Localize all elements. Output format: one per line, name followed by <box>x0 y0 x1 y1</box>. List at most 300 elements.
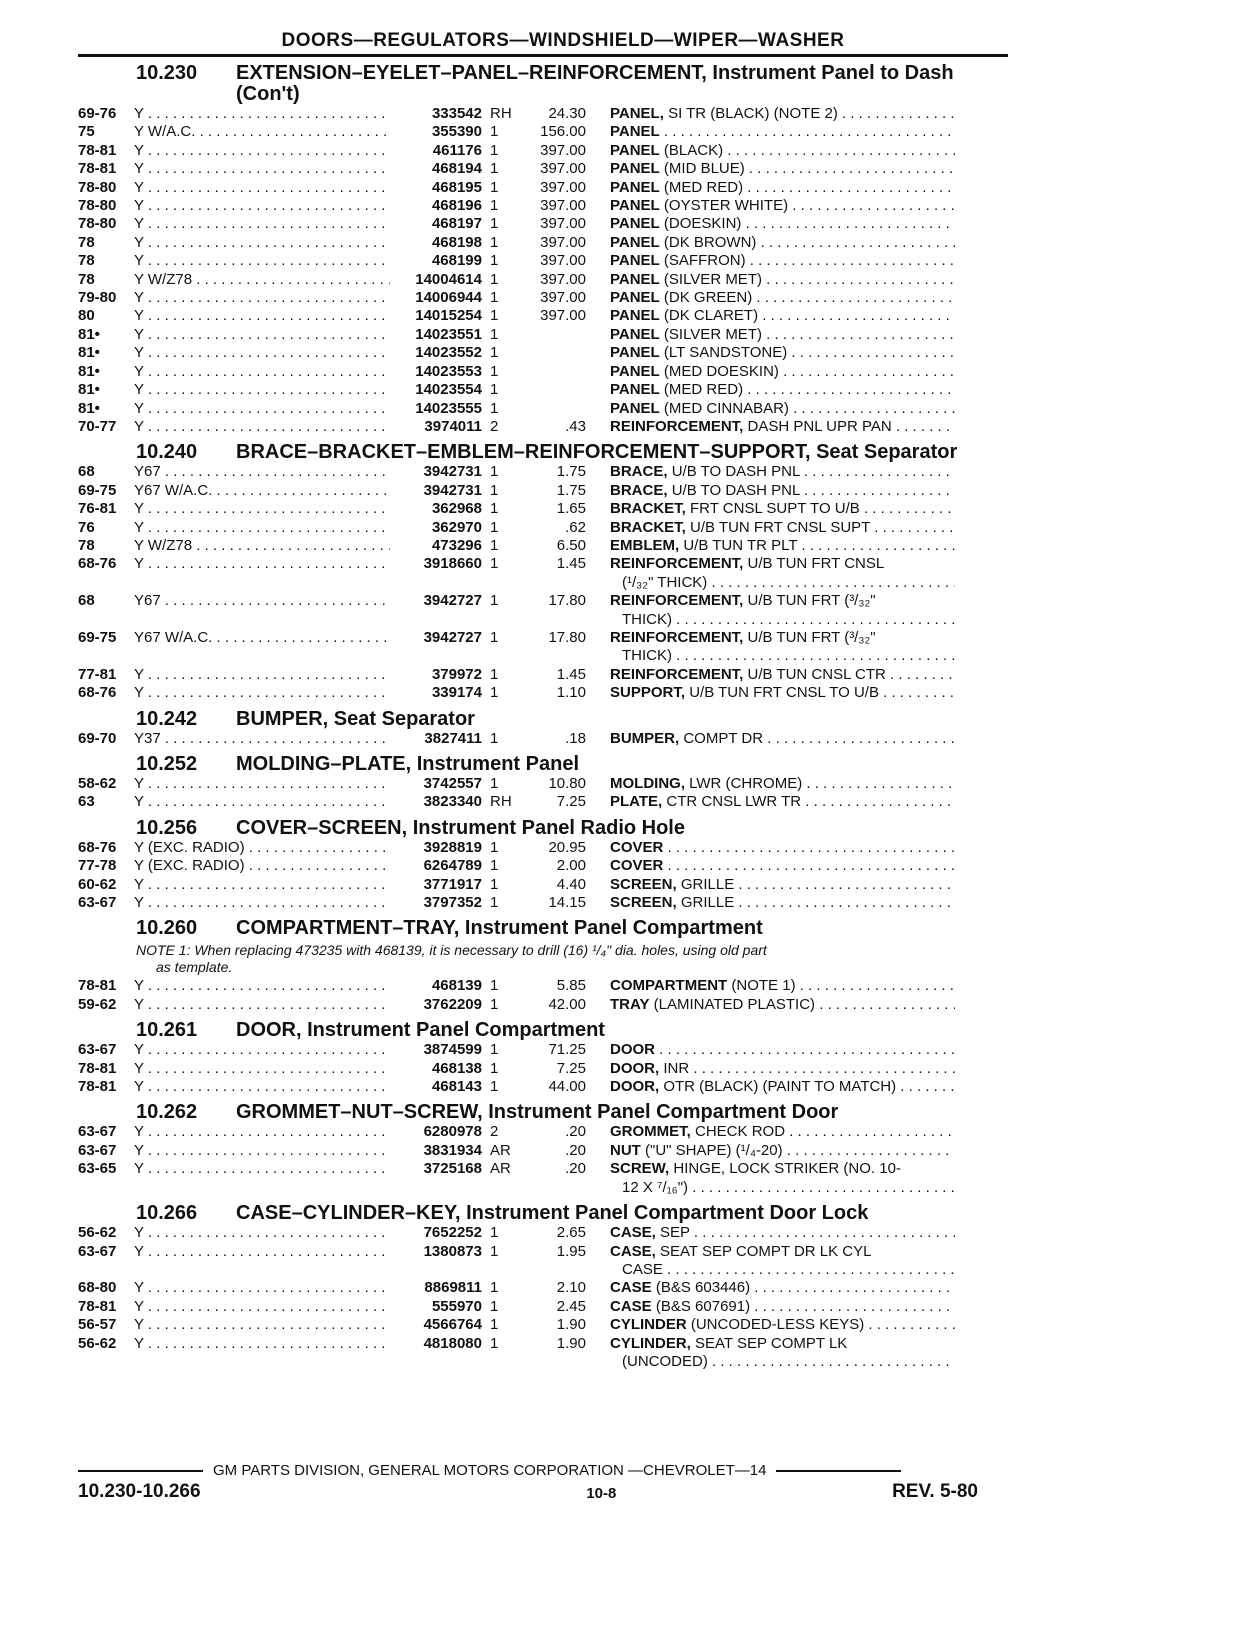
parts-row <box>78 142 1008 160</box>
model-code-text: Y <box>134 178 144 196</box>
model-code-text: Y <box>134 1141 144 1159</box>
model-code <box>134 1041 390 1059</box>
quantity: 1 <box>490 160 499 178</box>
description-line <box>610 537 955 554</box>
description-line <box>610 500 955 517</box>
part-detail: U/B TUN FRT (³/₃₂" <box>747 628 876 646</box>
price: 71.25 <box>548 1041 586 1059</box>
quantity: 1 <box>490 123 499 141</box>
model-year: 69-75 <box>78 481 117 499</box>
model-code <box>134 537 390 555</box>
model-year: 78 <box>78 536 95 554</box>
part-description <box>586 179 955 197</box>
section-number: 10.242 <box>136 707 198 730</box>
description-line <box>610 271 955 288</box>
part-name: NUT <box>610 1141 641 1159</box>
part-name: REINFORCEMENT, <box>610 665 744 683</box>
quantity: 1 <box>490 838 499 856</box>
price: 397.00 <box>540 252 586 270</box>
section-heading <box>78 918 1008 939</box>
part-detail: SEP <box>660 1224 690 1242</box>
price: 397.00 <box>540 307 586 325</box>
section <box>78 63 1008 436</box>
parts-row <box>78 1298 1008 1316</box>
part-number: 3762209 <box>423 995 482 1013</box>
part-number: 14023551 <box>415 325 482 343</box>
section-title-parts: MOLDING–PLATE, <box>236 753 412 775</box>
model-code <box>134 775 390 793</box>
model-code-text: Y67 W/A.C. <box>134 628 213 646</box>
section-title <box>236 1102 1008 1123</box>
model-year: 77-81 <box>78 665 117 683</box>
price: 2.10 <box>556 1279 586 1297</box>
model-code-text: Y <box>134 1123 144 1141</box>
model-code-text: Y <box>134 399 144 417</box>
parts-row <box>78 775 1008 793</box>
part-detail: U/B TO DASH PNL <box>671 481 800 499</box>
part-detail: (MED DOESKIN) <box>663 362 779 380</box>
part-number: 339174 <box>431 684 482 702</box>
model-code-text: Y <box>134 344 144 362</box>
part-name: PANEL <box>610 362 660 380</box>
model-code <box>134 894 390 912</box>
price: 1.45 <box>556 665 586 683</box>
description-line <box>610 894 955 911</box>
quantity: 1 <box>490 684 499 702</box>
price: 7.25 <box>556 1059 586 1077</box>
part-description <box>586 418 955 436</box>
part-detail: (SILVER MET) <box>663 270 762 288</box>
part-name: MOLDING, <box>610 775 685 792</box>
description-line <box>610 234 955 251</box>
model-year: 78 <box>78 233 95 251</box>
part-detail: COMPT DR <box>683 729 764 747</box>
price: 14.15 <box>548 894 586 912</box>
description-continued: 12 X ⁷/₁₆") . . . <box>610 1179 955 1197</box>
quantity: RH <box>490 793 512 811</box>
model-code-text: Y <box>134 307 144 325</box>
model-code-text: Y <box>134 381 144 399</box>
price <box>528 344 586 362</box>
quantity: 1 <box>490 362 499 380</box>
part-detail: (B&S 607691) <box>655 1297 751 1315</box>
description-line <box>610 629 876 646</box>
part-number: 468196 <box>431 197 482 215</box>
description-line <box>610 1123 955 1140</box>
part-name: COVER <box>610 857 664 875</box>
part-name: PANEL <box>610 325 660 343</box>
parts-row <box>78 1335 1008 1372</box>
parts-row <box>78 1142 1008 1160</box>
parts-row <box>78 894 1008 912</box>
part-name: PANEL <box>610 233 660 251</box>
model-code-text: Y67 <box>134 463 161 481</box>
model-code-text: Y <box>134 105 144 122</box>
model-code-text: Y <box>134 1297 144 1315</box>
model-code-text: Y <box>134 233 144 251</box>
part-description <box>586 857 955 875</box>
part-detail: U/B TUN FRT (³/₃₂" <box>747 592 876 610</box>
model-code-text: Y W/Z78 <box>134 270 193 288</box>
quantity: 1 <box>490 141 499 159</box>
model-year: 81• <box>78 344 100 362</box>
part-name: GROMMET, <box>610 1123 691 1141</box>
model-code <box>134 839 390 857</box>
parts-row <box>78 381 1008 399</box>
price: 2.65 <box>556 1224 586 1242</box>
footer-section-range: 10.230-10.266 <box>78 1481 201 1502</box>
part-number: 3831934 <box>423 1141 482 1159</box>
part-description <box>586 1224 955 1242</box>
model-code <box>134 1243 390 1261</box>
price <box>528 363 586 381</box>
model-code-text: Y <box>134 1279 144 1297</box>
description-line <box>610 666 955 683</box>
part-description <box>586 793 955 811</box>
quantity: 1 <box>490 1242 499 1260</box>
parts-row <box>78 1279 1008 1297</box>
part-name: PANEL <box>610 141 660 159</box>
section-title <box>236 709 1008 730</box>
part-number: 3942727 <box>423 628 482 646</box>
model-code-text: Y <box>134 894 144 912</box>
quantity: 1 <box>490 894 499 912</box>
section-heading <box>78 442 1008 463</box>
model-year: 78-81 <box>78 1297 117 1315</box>
part-detail: (UNCODED-LESS KEYS) <box>690 1316 865 1334</box>
model-code-text: Y67 W/A.C. <box>134 481 213 499</box>
part-number: 6264789 <box>423 857 482 875</box>
description-line <box>610 142 955 159</box>
part-description <box>586 252 955 270</box>
parts-row <box>78 684 1008 702</box>
parts-row <box>78 1078 1008 1096</box>
model-year: 80 <box>78 307 95 325</box>
parts-row <box>78 482 1008 500</box>
price: 397.00 <box>540 178 586 196</box>
part-number: 1380873 <box>423 1242 482 1260</box>
model-code <box>134 1224 390 1242</box>
model-code <box>134 857 390 875</box>
model-code <box>134 252 390 270</box>
model-code <box>134 179 390 197</box>
model-year: 81• <box>78 362 100 380</box>
description-line <box>610 123 955 140</box>
price: 397.00 <box>540 197 586 215</box>
part-name: EMBLEM, <box>610 536 680 554</box>
description-line <box>610 1279 955 1296</box>
model-code <box>134 363 390 381</box>
quantity: 1 <box>490 665 499 683</box>
price: 1.65 <box>556 500 586 518</box>
section-number: 10.230 <box>136 62 198 84</box>
model-code <box>134 1060 390 1078</box>
section <box>78 754 1008 812</box>
model-code-text: Y <box>134 977 144 995</box>
model-code-text: Y <box>134 684 144 702</box>
footer-revision: REV. 5-80 <box>892 1481 978 1502</box>
part-number: 468197 <box>431 215 482 233</box>
section-subtitle: Instrument Panel Compartment Door <box>488 1101 839 1124</box>
model-code <box>134 234 390 252</box>
part-description <box>586 996 955 1014</box>
part-name: PANEL <box>610 178 660 196</box>
model-code-text: Y W/Z78 <box>134 536 193 554</box>
price: 156.00 <box>540 123 586 141</box>
price <box>528 381 586 399</box>
model-year: 70-77 <box>78 417 117 435</box>
parts-row <box>78 160 1008 178</box>
model-code-text: Y <box>134 289 144 307</box>
part-number: 8869811 <box>424 1279 482 1297</box>
part-description <box>586 1160 955 1197</box>
model-code-text: Y <box>134 417 144 435</box>
price: .20 <box>565 1141 586 1159</box>
section-number: 10.266 <box>136 1202 198 1225</box>
section <box>78 1020 1008 1096</box>
part-description <box>586 307 955 325</box>
quantity: 1 <box>490 729 499 747</box>
quantity: 1 <box>490 875 499 893</box>
section-subtitle: Instrument Panel to Dash (Con't) <box>236 62 954 105</box>
parts-row <box>78 307 1008 325</box>
model-code <box>134 289 390 307</box>
part-number: 3827411 <box>424 729 482 747</box>
parts-row <box>78 857 1008 875</box>
description-line <box>610 996 955 1013</box>
part-description <box>586 775 955 793</box>
part-detail: (MID BLUE) <box>663 160 745 178</box>
part-number: 355390 <box>431 123 482 141</box>
model-year: 69-70 <box>78 729 117 747</box>
part-detail: CTR CNSL LWR TR <box>666 793 802 811</box>
section-title <box>236 818 1008 839</box>
part-description <box>586 629 955 666</box>
part-name: REINFORCEMENT, <box>610 628 744 646</box>
model-code <box>134 1142 390 1160</box>
part-detail: GRILLE <box>680 875 735 893</box>
model-year: 60-62 <box>78 875 117 893</box>
parts-row <box>78 996 1008 1014</box>
part-number: 3974011 <box>424 417 482 435</box>
description-line <box>610 555 884 572</box>
parts-row <box>78 555 1008 592</box>
price: .20 <box>565 1123 586 1141</box>
quantity: 1 <box>490 344 499 362</box>
part-description <box>586 234 955 252</box>
part-detail: U/B TUN FRT CNSL TO U/B <box>689 684 879 702</box>
price: 397.00 <box>540 215 586 233</box>
model-year: 63-65 <box>78 1160 117 1178</box>
part-name: REINFORCEMENT, <box>610 555 744 573</box>
description-line <box>610 775 955 792</box>
part-description <box>586 105 955 123</box>
part-number: 3725168 <box>423 1160 482 1178</box>
part-number: 379972 <box>431 665 482 683</box>
description-line <box>610 215 955 232</box>
parts-row <box>78 363 1008 381</box>
part-detail: HINGE, LOCK STRIKER (NO. 10- <box>673 1160 901 1178</box>
price: 2.00 <box>556 857 586 875</box>
quantity: 1 <box>490 197 499 215</box>
quantity: 2 <box>490 417 499 435</box>
part-number: 3928819 <box>423 838 482 856</box>
sections-container <box>78 63 1008 1371</box>
section-number: 10.240 <box>136 441 198 464</box>
description-line <box>610 326 955 343</box>
parts-row <box>78 400 1008 418</box>
price: 1.75 <box>556 481 586 499</box>
parts-row <box>78 1041 1008 1059</box>
model-year: 68-76 <box>78 838 117 856</box>
model-code <box>134 629 390 647</box>
model-year: 81• <box>78 381 100 399</box>
part-description <box>586 1298 955 1316</box>
part-number: 6280978 <box>423 1123 482 1141</box>
section-heading <box>78 1020 1008 1041</box>
description-line <box>610 307 955 324</box>
part-name: BRACKET, <box>610 500 686 518</box>
model-year: 68-80 <box>78 1279 117 1297</box>
part-description <box>586 400 955 418</box>
model-code <box>134 876 390 894</box>
part-detail: CHECK ROD <box>695 1123 786 1141</box>
part-detail: U/B TUN TR PLT <box>683 536 798 554</box>
quantity: 1 <box>490 325 499 343</box>
part-number: 14015254 <box>415 307 482 325</box>
quantity: AR <box>490 1160 511 1178</box>
description-line <box>610 197 955 214</box>
section-heading <box>78 754 1008 775</box>
page-footer <box>78 1462 978 1503</box>
part-name: PANEL <box>610 289 660 307</box>
price: 2.45 <box>556 1297 586 1315</box>
quantity: 1 <box>490 775 499 792</box>
part-number: 3942731 <box>423 481 482 499</box>
model-code <box>134 215 390 233</box>
parts-row <box>78 1224 1008 1242</box>
part-description <box>586 197 955 215</box>
section-number: 10.262 <box>136 1101 198 1124</box>
parts-row <box>78 666 1008 684</box>
footer-rule-left <box>78 1470 203 1472</box>
model-code <box>134 1279 390 1297</box>
part-number: 3771917 <box>423 875 482 893</box>
model-code <box>134 1298 390 1316</box>
section-heading <box>78 709 1008 730</box>
part-description <box>586 537 955 555</box>
model-code <box>134 1316 390 1334</box>
price: 5.85 <box>556 977 586 995</box>
model-year: 63-67 <box>78 1141 117 1159</box>
description-line <box>610 1078 955 1095</box>
price: 20.95 <box>548 838 586 856</box>
description-line <box>610 684 955 701</box>
part-detail: U/B TO DASH PNL <box>671 463 800 481</box>
price: .43 <box>565 417 586 435</box>
part-name: PANEL, <box>610 105 664 122</box>
model-code-text: Y <box>134 500 144 518</box>
model-year: 81• <box>78 325 100 343</box>
parts-row <box>78 271 1008 289</box>
model-year: 78-81 <box>78 141 117 159</box>
model-year: 75 <box>78 123 95 141</box>
quantity: 1 <box>490 592 499 610</box>
model-code <box>134 730 390 748</box>
section <box>78 1102 1008 1197</box>
parts-row <box>78 197 1008 215</box>
part-detail: GRILLE <box>680 894 735 912</box>
part-description <box>586 1041 955 1059</box>
part-detail: SI TR (BLACK) (NOTE 2) <box>668 105 838 122</box>
model-year: 59-62 <box>78 995 117 1013</box>
section-title <box>236 1203 1008 1224</box>
part-description <box>586 326 955 344</box>
quantity: 1 <box>490 1078 499 1096</box>
model-code-text: Y <box>134 1242 144 1260</box>
part-detail: U/B TUN FRT CNSL SUPT <box>690 518 871 536</box>
section-number: 10.252 <box>136 753 198 775</box>
part-description <box>586 684 955 702</box>
part-detail: FRT CNSL SUPT TO U/B <box>690 500 860 518</box>
part-detail: (B&S 603446) <box>655 1279 751 1297</box>
quantity: 1 <box>490 252 499 270</box>
model-year: 78-80 <box>78 215 117 233</box>
model-year: 77-78 <box>78 857 117 875</box>
part-description <box>586 463 955 481</box>
part-name: DOOR, <box>610 1059 660 1077</box>
part-detail: (OYSTER WHITE) <box>663 197 789 215</box>
section-subtitle: Instrument Panel Radio Hole <box>412 816 685 839</box>
part-detail: DASH PNL UPR PAN <box>747 417 892 435</box>
part-name: CYLINDER <box>610 1316 687 1334</box>
part-detail: (SAFFRON) <box>663 252 746 270</box>
description-line <box>610 1160 901 1177</box>
part-description <box>586 592 955 629</box>
footer-publisher: GM PARTS DIVISION, GENERAL MOTORS CORPORATION —CHEVROLET—14 <box>213 1462 767 1479</box>
section-title-parts: EXTENSION–EYELET–PANEL–REINFORCEMENT, <box>236 62 707 84</box>
description-line <box>610 977 955 994</box>
parts-row <box>78 793 1008 811</box>
parts-row <box>78 105 1008 123</box>
part-detail: (DK GREEN) <box>663 289 753 307</box>
description-line <box>610 179 955 196</box>
model-code <box>134 996 390 1014</box>
model-year: 63-67 <box>78 1123 117 1141</box>
price: 397.00 <box>540 141 586 159</box>
section <box>78 709 1008 748</box>
description-line <box>610 363 955 380</box>
part-description <box>586 1316 955 1334</box>
model-code <box>134 123 390 141</box>
note-text: NOTE 1: When replacing 473235 with 468139, it is necessary to drill (16) ¹/₄" dia. holes, using old part <box>136 942 767 959</box>
part-number: 468139 <box>431 977 482 995</box>
section-heading <box>78 63 1008 105</box>
part-number: 468194 <box>431 160 482 178</box>
description-line <box>610 482 955 499</box>
model-year: 63 <box>78 793 95 811</box>
quantity: 1 <box>490 215 499 233</box>
part-detail: SEAT SEP COMPT DR LK CYL <box>660 1242 872 1260</box>
part-number: 3942727 <box>423 592 482 610</box>
section-number: 10.260 <box>136 917 198 940</box>
part-number: 468143 <box>431 1078 482 1096</box>
price: 1.95 <box>556 1242 586 1260</box>
quantity: 1 <box>490 1041 499 1059</box>
quantity: 1 <box>490 555 499 573</box>
part-name: BRACE, <box>610 463 668 481</box>
section-title-parts: BUMPER, <box>236 707 329 730</box>
